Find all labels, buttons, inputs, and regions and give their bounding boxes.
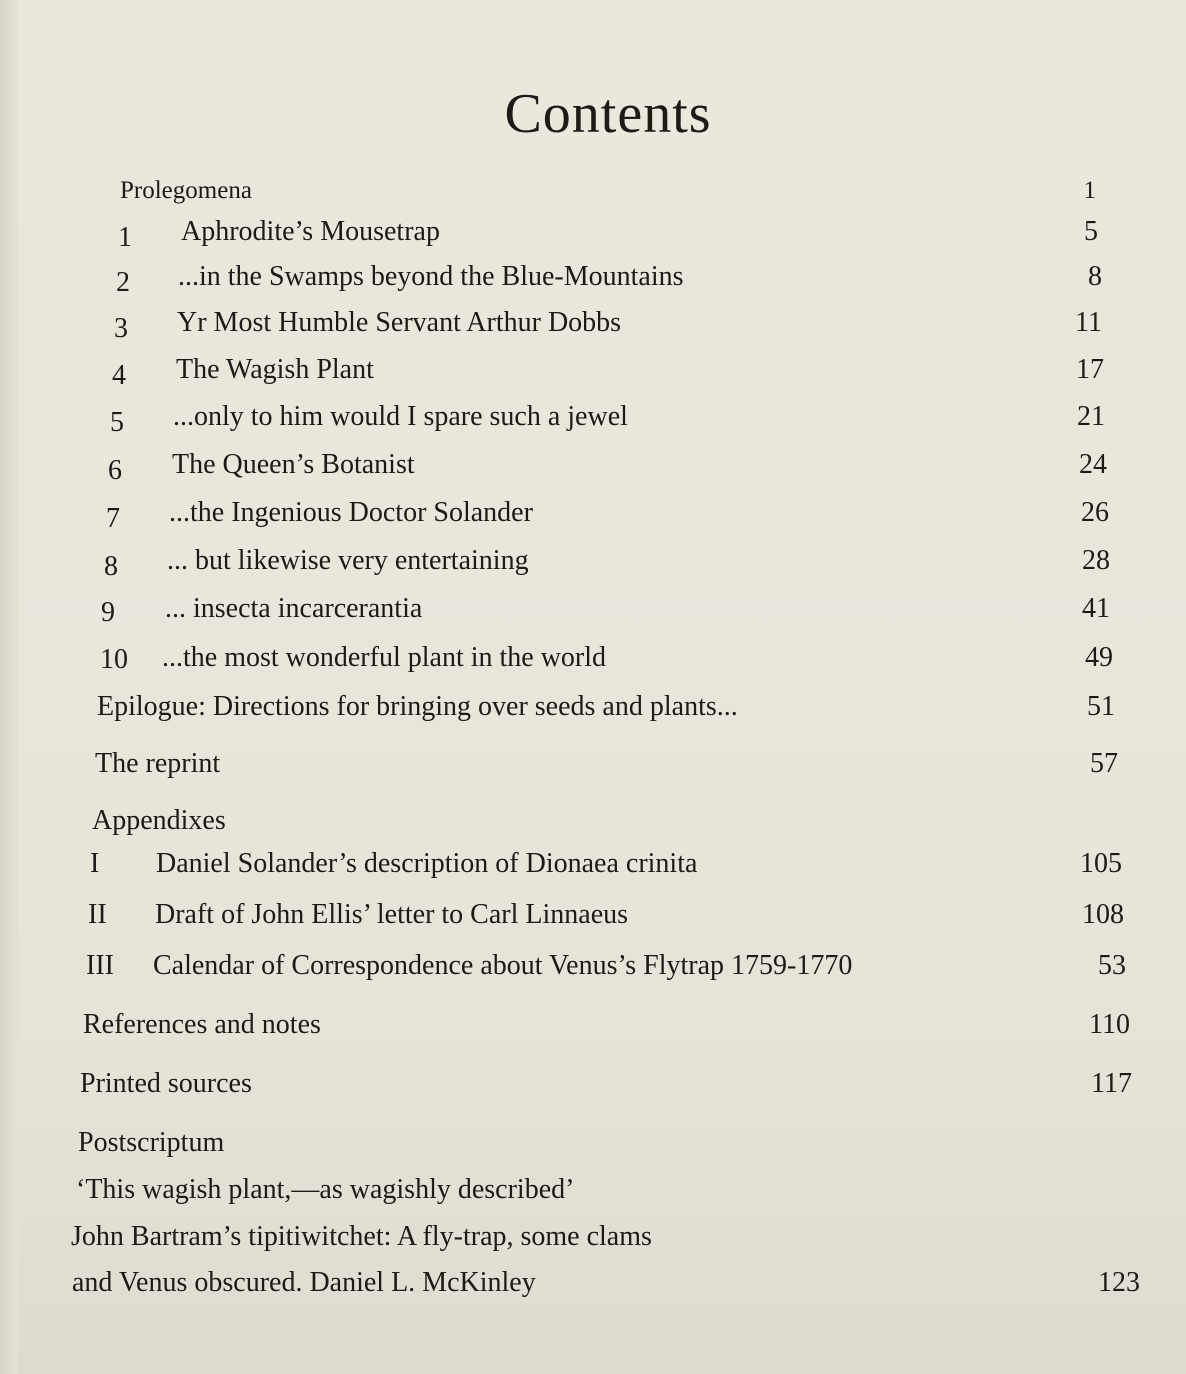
- toc-page-number: 49: [1085, 642, 1113, 673]
- toc-chapter-title: Yr Most Humble Servant Arthur Dobbs: [177, 307, 622, 338]
- toc-appendix-title: Calendar of Correspondence about Venus’s Flytrap 1759-1770: [153, 950, 853, 981]
- toc-chapter-title: ...only to him would I spare such a jewel: [173, 401, 628, 432]
- toc-chapter-number: 4: [112, 360, 126, 391]
- toc-page-number: 57: [1090, 748, 1118, 779]
- toc-page-number: 51: [1087, 691, 1115, 722]
- toc-chapter-title: ... but likewise very entertaining: [167, 545, 529, 576]
- toc-page-number: 28: [1082, 545, 1110, 576]
- toc-page-number: 21: [1077, 401, 1105, 432]
- toc-postscriptum-text: ‘This wagish plant,—as wagishly described’: [76, 1174, 575, 1205]
- toc-chapter-number: 10: [100, 644, 128, 675]
- toc-page-number: 24: [1079, 449, 1107, 480]
- toc-entry-label: The reprint: [95, 748, 221, 779]
- toc-page-number: 5: [1084, 216, 1098, 247]
- toc-chapter-title: The Wagish Plant: [176, 354, 374, 385]
- toc-page-number: 123: [1098, 1267, 1140, 1298]
- toc-appendix-title: Draft of John Ellis’ letter to Carl Linnaeus: [155, 899, 629, 930]
- toc-section-heading: Postscriptum: [78, 1127, 225, 1158]
- toc-entry-label: Prolegomena: [120, 177, 252, 204]
- toc-page-number: 110: [1089, 1009, 1130, 1040]
- toc-chapter-title: ...the most wonderful plant in the world: [162, 642, 607, 673]
- toc-section-heading: Appendixes: [92, 805, 226, 836]
- toc-page-number: 8: [1088, 261, 1102, 292]
- toc-appendix-number: II: [88, 899, 107, 930]
- toc-chapter-number: 3: [114, 313, 128, 344]
- toc-chapter-title: Aphrodite’s Mousetrap: [181, 216, 440, 247]
- toc-appendix-title: Daniel Solander’s description of Dionaea crinita: [156, 848, 698, 879]
- toc-chapter-title: ...in the Swamps beyond the Blue-Mountains: [178, 261, 684, 292]
- book-gutter: [0, 0, 18, 1374]
- toc-chapter-number: 1: [118, 222, 132, 253]
- toc-chapter-number: 8: [104, 551, 118, 582]
- toc-page-number: 53: [1098, 950, 1126, 981]
- toc-chapter-title: ...the Ingenious Doctor Solander: [169, 497, 533, 528]
- toc-chapter-title: The Queen’s Botanist: [172, 449, 415, 480]
- toc-entry-label: Printed sources: [80, 1068, 252, 1099]
- toc-postscriptum-text: John Bartram’s tipitiwitchet: A fly-trap, some clams: [71, 1221, 652, 1252]
- toc-chapter-number: 9: [101, 597, 115, 628]
- toc-chapter-number: 2: [116, 267, 130, 298]
- toc-page-number: 41: [1082, 593, 1110, 624]
- toc-chapter-title: ... insecta incarcerantia: [165, 593, 423, 624]
- toc-appendix-number: I: [90, 848, 100, 879]
- toc-page-number: 108: [1082, 899, 1124, 930]
- toc-page-number: 26: [1081, 497, 1109, 528]
- toc-appendix-number: III: [86, 950, 114, 981]
- toc-page-number: 1: [1083, 177, 1096, 204]
- toc-page-number: 11: [1075, 307, 1102, 338]
- toc-page-number: 117: [1091, 1068, 1132, 1099]
- toc-chapter-number: 5: [110, 407, 124, 438]
- toc-page-number: 17: [1076, 354, 1104, 385]
- toc-entry-label: Epilogue: Directions for bringing over seeds and plants...: [97, 691, 738, 722]
- toc-chapter-number: 7: [106, 503, 120, 534]
- page-title: Contents: [504, 83, 712, 145]
- toc-entry-label: References and notes: [83, 1009, 321, 1040]
- toc-postscriptum-text: and Venus obscured. Daniel L. McKinley: [72, 1267, 536, 1298]
- toc-page-number: 105: [1080, 848, 1122, 879]
- toc-chapter-number: 6: [108, 455, 122, 486]
